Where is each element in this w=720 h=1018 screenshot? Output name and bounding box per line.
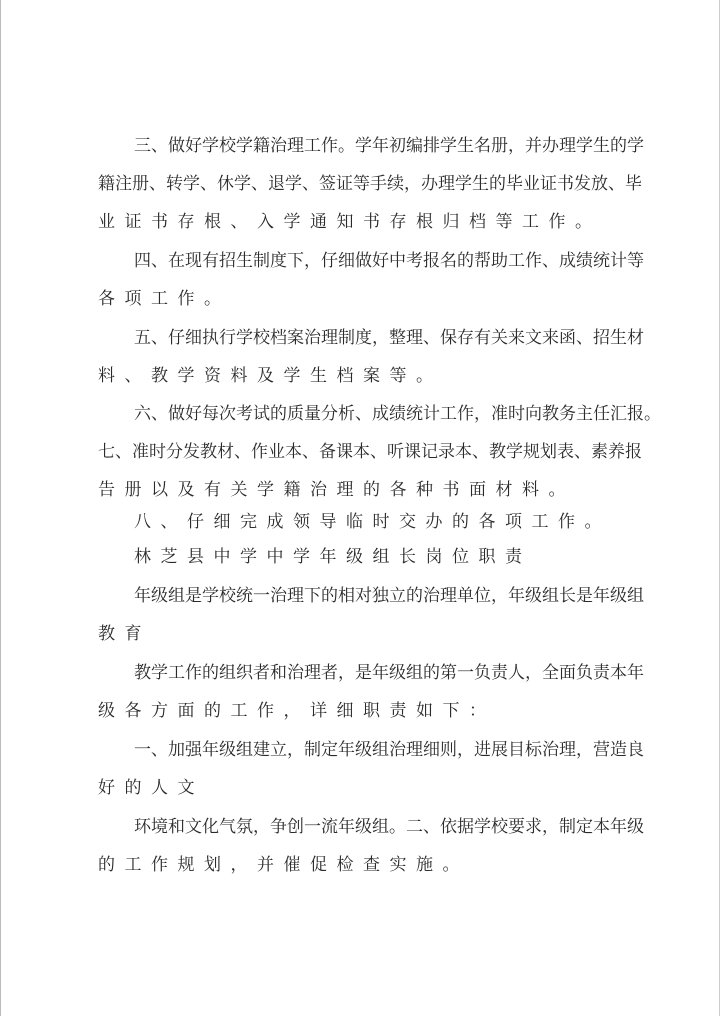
paragraph-line: 五、仔细执行学校档案治理制度，整理、保存有关来文来函、招生材 bbox=[134, 328, 644, 348]
paragraph-line: 环境和文化气氛，争创一流年级组。二、依据学校要求，制定本年级 bbox=[134, 817, 644, 837]
paragraph-line: 年级组是学校统一治理下的相对独立的治理单位，年级组长是年级组 bbox=[134, 586, 644, 606]
paragraph-line: 的工作规划，并催促检查实施。 bbox=[98, 855, 469, 875]
paragraph-line: 一、加强年级组建立，制定年级组治理细则，进展目标治理，营造良 bbox=[134, 740, 644, 760]
paragraph-line: 料、教学资料及学生档案等。 bbox=[98, 366, 443, 386]
paragraph-line: 好的人文 bbox=[98, 778, 204, 798]
paragraph-line: 教学工作的组织者和治理者，是年级组的第一负责人，全面负责本年 bbox=[134, 663, 644, 683]
paragraph-line: 八、仔细完成领导临时交办的各项工作。 bbox=[134, 512, 611, 532]
paragraph-line: 六、做好每次考试的质量分析、成绩统计工作，准时向教务主任汇报。 bbox=[134, 404, 661, 424]
paragraph-line: 级各方面的工作，详细职责如下： bbox=[98, 701, 496, 721]
paragraph-line: 籍注册、转学、休学、退学、签证等手续，办理学生的毕业证书发放、毕 bbox=[98, 174, 642, 194]
section-heading: 林芝县中学中学年级组长岗位职责 bbox=[134, 547, 532, 567]
paragraph-line: 四、在现有招生制度下，仔细做好中考报名的帮助工作、成绩统计等 bbox=[134, 251, 644, 271]
paragraph-line: 告册以及有关学籍治理的各种书面材料。 bbox=[98, 480, 575, 500]
paragraph-line: 三、做好学校学籍治理工作。学年初编排学生名册，并办理学生的学 bbox=[134, 136, 644, 156]
paragraph-line: 七、准时分发教材、作业本、备课本、听课记录本、教学规划表、素养报 bbox=[98, 442, 642, 462]
paragraph-line: 业证书存根、入学通知书存根归档等工作。 bbox=[98, 212, 602, 232]
paragraph-line: 教育 bbox=[98, 624, 151, 644]
paragraph-line: 各项工作。 bbox=[98, 289, 231, 309]
